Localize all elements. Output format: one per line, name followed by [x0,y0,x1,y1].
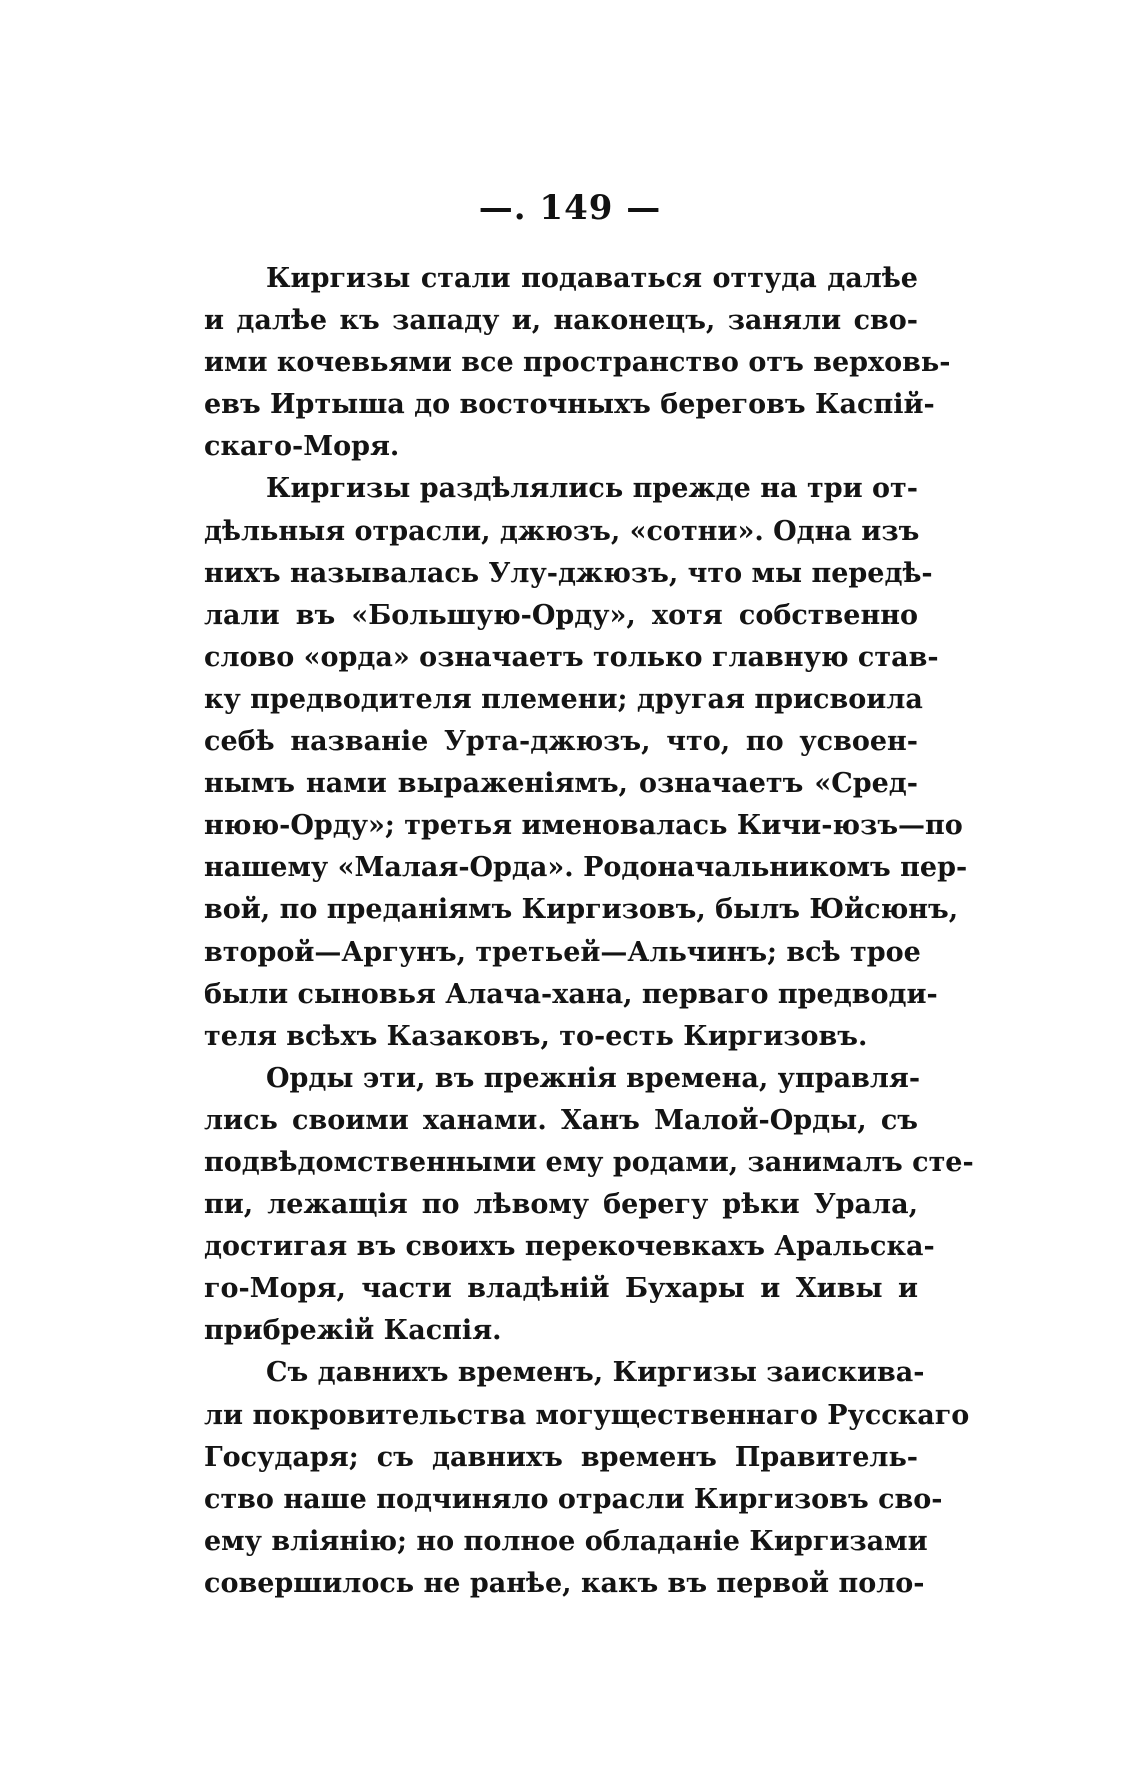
text-line: дѣльныя отрасли, джюзъ, «сотни». Одна изъ [204,515,920,547]
text-line: нашему «Малая-Орда». Родоначальникомъ пер- [204,852,968,884]
paragraph [204,1352,970,1605]
text-line: ли покровительства могущественнаго Русскаго [204,1399,970,1431]
text-line: лись своими ханами. Ханъ Малой-Орды, съ [204,1104,918,1136]
text-line: ство наше подчиняло отрасли Киргизовъ сво- [204,1483,943,1515]
text-line: прибрежій Каспія. [204,1315,502,1347]
text-line: были сыновья Алача-хана, перваго предводи- [204,978,938,1010]
text-line: пи, лежащія по лѣвому берегу рѣки Урала, [204,1189,918,1221]
body-text [204,258,974,1605]
text-line: нюю-Орду»; третья именовалась Кичи-юзъ—по [204,810,963,842]
page-number: —. 149 — [478,188,662,228]
text-line: вой, по преданіямъ Киргизовъ, былъ Юйсюнъ, [204,894,959,926]
paragraph [204,468,968,1057]
text-line: евъ Иртыша до восточныхъ береговъ Каспій- [204,389,935,421]
text-line: ими кочевьями все пространство отъ верховь- [204,347,951,379]
text-line: второй—Аргунъ, третьей—Альчинъ; всѣ трое [204,936,921,968]
text-line: Киргизы раздѣлялись прежде на три от- [266,473,918,505]
text-line: слово «орда» означаетъ только главную став- [204,641,939,673]
text-line: Государя; съ давнихъ временъ Правитель- [204,1441,918,1473]
text-line: Киргизы стали подаваться оттуда далѣе [266,263,918,294]
text-line: себѣ названіе Урта-джюзъ, что, по усвоен- [204,726,918,758]
text-line: го-Моря, части владѣній Бухары и Хивы и [204,1273,918,1305]
text-line: теля всѣхъ Казаковъ, то-есть Киргизовъ. [204,1020,868,1052]
text-line: ему вліянію; но полное обладаніе Киргизами [204,1525,928,1557]
text-line: достигая въ своихъ перекочевкахъ Аральска- [204,1231,935,1263]
text-line: подвѣдомственными ему родами, занималъ сте- [204,1146,974,1178]
paragraph [204,258,951,468]
paragraph [204,1058,974,1353]
text-line: нымъ нами выраженіямъ, означаетъ «Сред- [204,768,918,800]
text-line: ку предводителя племени; другая присвоила [204,683,923,715]
text-line: и далѣе къ западу и, наконецъ, заняли сво- [204,305,918,337]
text-line: Съ давнихъ временъ, Киргизы заискива- [266,1357,925,1389]
text-line: скаго-Моря. [204,431,400,463]
text-line: Орды эти, въ прежнія времена, управля- [266,1062,921,1094]
text-line: совершилось не ранѣе, какъ въ первой поло- [204,1567,925,1599]
text-line: нихъ называлась Улу-джюзъ, что мы передѣ- [204,557,933,589]
text-line: лали въ «Большую-Орду», хотя собственно [204,599,918,631]
